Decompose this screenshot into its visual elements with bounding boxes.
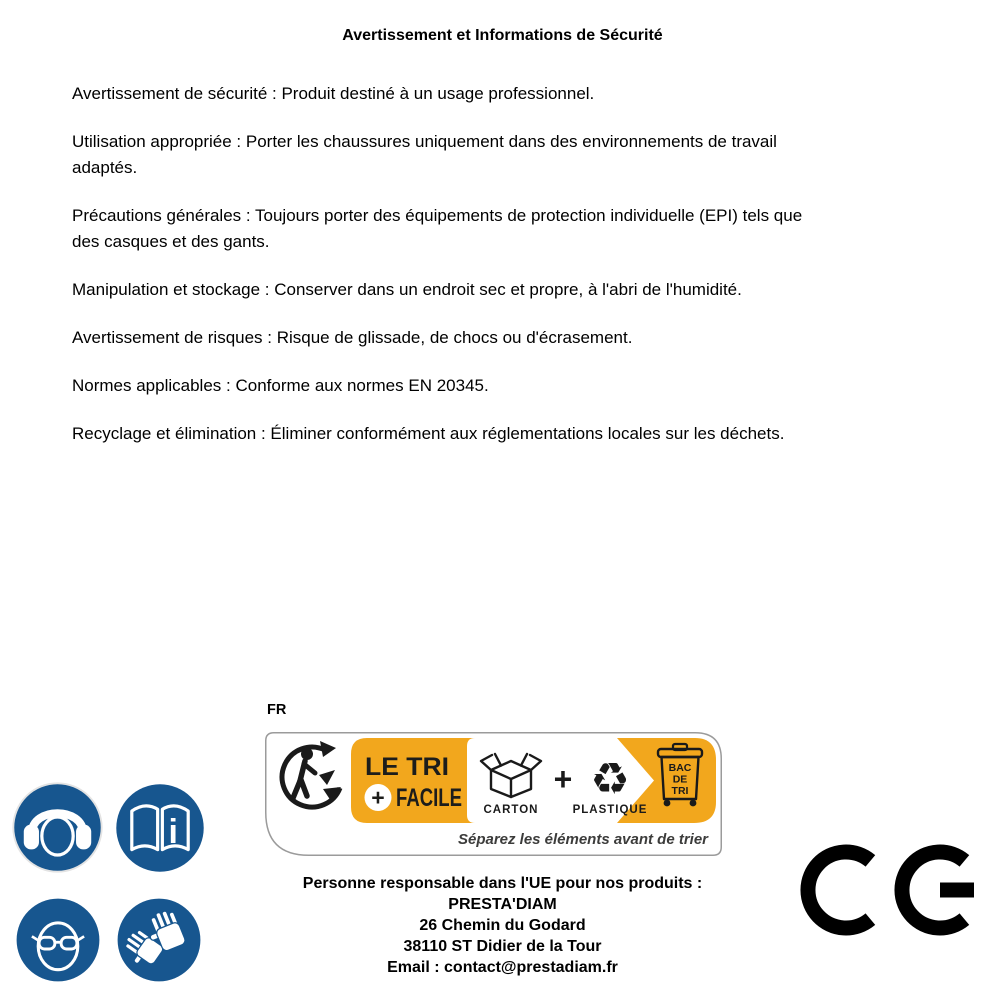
ce-marking — [800, 840, 985, 940]
wear-ear-protection-icon — [10, 780, 105, 875]
paragraph-precautions-generales — [72, 203, 802, 255]
company-name: PRESTA'DIAM — [448, 896, 557, 913]
paragraph-line: Recyclage et élimination : Éliminer conformément aux réglementations locales sur les déchets. — [72, 424, 785, 443]
paragraph-line: Normes applicables : Conforme aux normes EN 20345. — [72, 376, 489, 395]
paragraph-line: adaptés. — [72, 158, 138, 177]
facile-text: FACILE — [396, 784, 462, 812]
paragraph-line: Avertissement de sécurité : Produit destiné à un usage professionnel. — [72, 84, 595, 103]
fr-region-label: FR — [267, 702, 287, 718]
paragraph-normes-applicables — [72, 373, 802, 399]
paragraph-recyclage-elimination — [72, 421, 802, 447]
bin-text-line: TRI — [671, 785, 689, 797]
le-tri-text: LE TRI — [365, 753, 449, 781]
info-glyph: i — [168, 813, 178, 852]
bin-text-line: DE — [672, 773, 688, 786]
bin-text-line: BAC — [668, 762, 692, 774]
address-city: 38110 ST Didier de la Tour — [403, 938, 602, 955]
page-title: Avertissement et Informations de Sécurité — [342, 27, 663, 44]
info-tri-recycling-label — [265, 732, 722, 856]
paragraph-line: Précautions générales : Toujours porter des équipements de protection individuelle (EPI) tels que — [72, 206, 803, 225]
paragraph-avertissement-securite — [72, 81, 802, 107]
plastique-label: PLASTIQUE — [572, 804, 648, 816]
plus-badge-text: + — [371, 784, 385, 811]
materials-plus-sign: + — [553, 761, 573, 797]
address-street: 26 Chemin du Godard — [419, 917, 586, 934]
carton-label: CARTON — [483, 804, 539, 816]
read-instruction-manual-icon — [113, 781, 207, 875]
document-body — [72, 81, 802, 469]
plastic-recycle-icon: ♻ — [590, 754, 630, 805]
wear-protective-gloves-icon — [114, 895, 204, 985]
paragraph-line: Manipulation et stockage : Conserver dans un endroit sec et propre, à l'abri de l'humidité. — [72, 280, 742, 299]
paragraph-line: Utilisation appropriée : Porter les chaussures uniquement dans des environnements de travail — [72, 132, 777, 151]
paragraph-line: Avertissement de risques : Risque de glissade, de chocs ou d'écrasement. — [72, 328, 633, 347]
contact-email: Email : contact@prestadiam.fr — [387, 959, 618, 976]
responsible-line: Personne responsable dans l'UE pour nos produits : — [302, 875, 703, 892]
paragraph-manipulation-stockage — [72, 277, 802, 303]
paragraph-utilisation-appropriee — [72, 129, 802, 181]
wear-eye-protection-icon — [13, 895, 103, 985]
sorting-tagline: Séparez les éléments avant de trier — [458, 831, 710, 848]
paragraph-avertissement-risques — [72, 325, 802, 351]
ce-letter-c — [808, 852, 870, 928]
paragraph-line: des casques et des gants. — [72, 232, 270, 251]
